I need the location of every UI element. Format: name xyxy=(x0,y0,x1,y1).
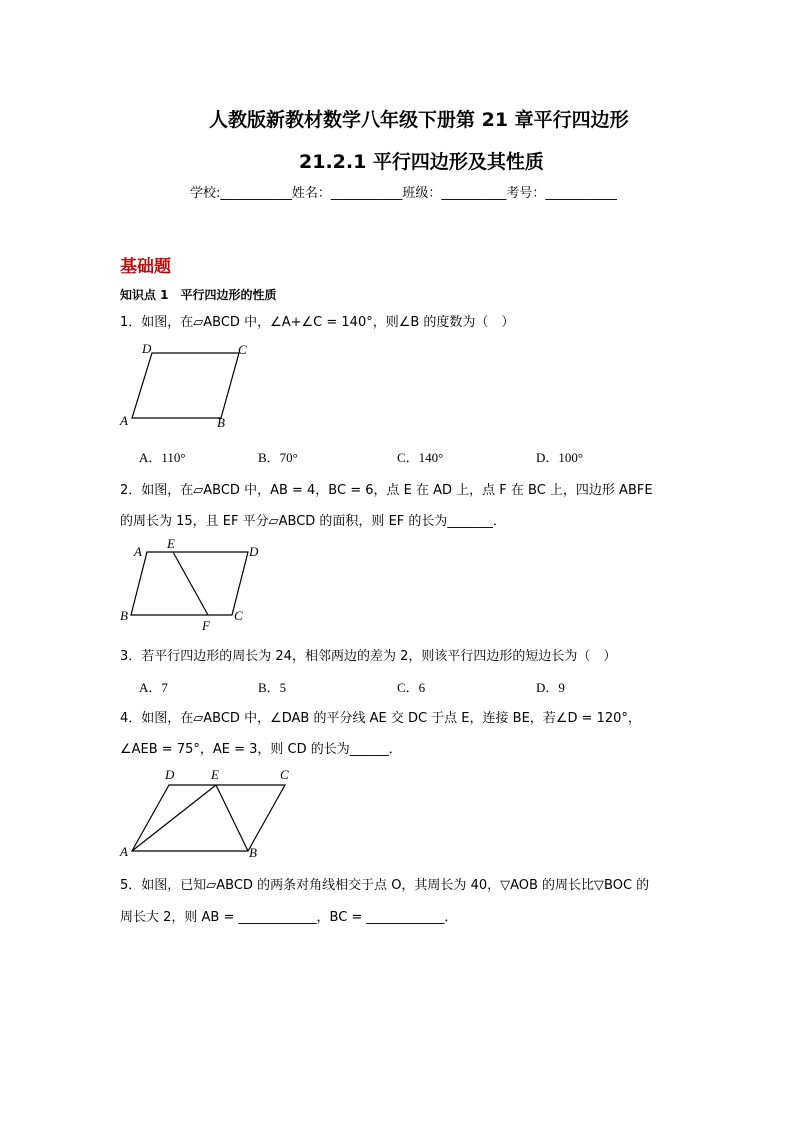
question-2-text-line2: 的周长为 15，且 EF 平分▱ABCD 的面积，则 EF 的长为_______． xyxy=(120,514,506,529)
vertex-label-c: C xyxy=(280,767,289,782)
question-1-text: 1．如图，在▱ABCD 中，∠A+∠C = 140°，则∠B 的度数为（ ） xyxy=(120,315,515,330)
question-5-text-line1: 5．如图，已知▱ABCD 的两条对角线相交于点 O，其周长为 40，▽AOB 的周长比▽BOC 的 xyxy=(120,878,650,893)
question-1-option-d[interactable]: D．100° xyxy=(536,450,584,465)
vertex-label-c: C xyxy=(238,342,247,357)
vertex-label-b: B xyxy=(217,415,225,430)
question-1-option-a[interactable]: A．110° xyxy=(139,450,186,465)
parallelogram-abcd xyxy=(131,552,248,615)
question-1-option-b[interactable]: B．70° xyxy=(258,450,298,465)
question-1-figure xyxy=(115,340,265,430)
question-3-option-a[interactable]: A．7 xyxy=(139,680,168,695)
parallelogram-abcd xyxy=(132,353,239,418)
question-2-text-line1: 2．如图，在▱ABCD 中，AB = 4，BC = 6，点 E 在 AD 上，点 F 在 BC 上，四边形 ABFE xyxy=(120,483,653,498)
vertex-label-a: A xyxy=(120,413,128,428)
section-title: 基础题 xyxy=(120,257,171,277)
segment-ef xyxy=(173,552,208,615)
vertex-label-b: B xyxy=(249,845,257,860)
vertex-label-d: D xyxy=(165,767,175,782)
question-4-figure xyxy=(115,765,305,860)
question-1-option-c[interactable]: C．140° xyxy=(397,450,444,465)
point-label-f: F xyxy=(202,618,210,633)
question-5-text-line2: 周长大 2，则 AB = ____________，BC = ____________． xyxy=(120,910,458,925)
student-info-line: 学校:___________姓名：___________班级：__________考号：___________ xyxy=(190,186,617,201)
vertex-label-d: D xyxy=(142,341,152,356)
question-3-option-c[interactable]: C．6 xyxy=(397,680,426,695)
question-3-text: 3．若平行四边形的周长为 24，相邻两边的差为 2，则该平行四边形的短边长为（ ） xyxy=(120,649,617,664)
question-4-text-line1: 4．如图，在▱ABCD 中，∠DAB 的平分线 AE 交 DC 于点 E，连接 BE，若∠D = 120°， xyxy=(120,711,641,726)
question-4-text-line2: ∠AEB = 75°，AE = 3，则 CD 的长为______． xyxy=(120,742,402,757)
parallelogram-abcd xyxy=(132,785,285,851)
knowledge-point-heading: 知识点 1 平行四边形的性质 xyxy=(120,288,277,302)
point-label-e: E xyxy=(167,536,175,551)
question-3-option-d[interactable]: D．9 xyxy=(536,680,565,695)
segment-ae xyxy=(132,785,216,851)
document-title: 人教版新教材数学八年级下册第 21 章平行四边形 xyxy=(209,109,629,131)
question-2-figure xyxy=(115,535,275,635)
question-3-option-b[interactable]: B．5 xyxy=(258,680,287,695)
vertex-label-a: A xyxy=(134,544,142,559)
point-label-e: E xyxy=(211,767,219,782)
document-subtitle: 21.2.1 平行四边形及其性质 xyxy=(299,151,544,173)
vertex-label-a: A xyxy=(120,844,128,859)
segment-be xyxy=(216,785,248,851)
vertex-label-b: B xyxy=(120,608,128,623)
vertex-label-c: C xyxy=(234,608,243,623)
vertex-label-d: D xyxy=(249,544,259,559)
